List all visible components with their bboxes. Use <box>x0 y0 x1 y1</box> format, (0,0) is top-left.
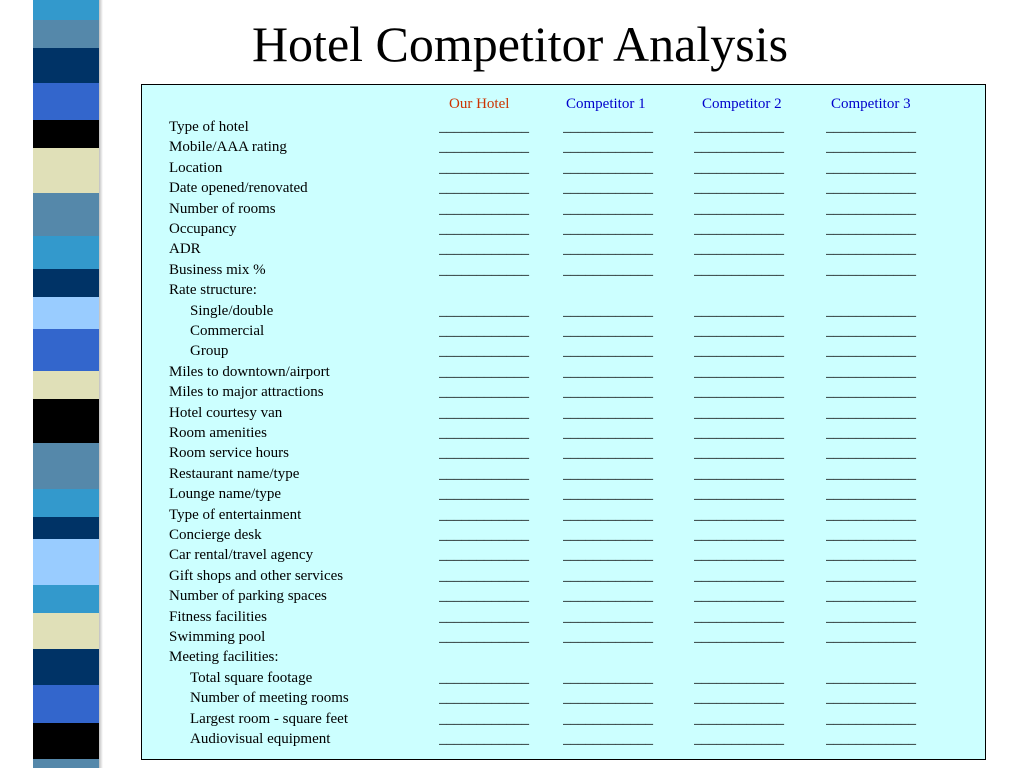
table-row <box>142 505 985 525</box>
row-label: Lounge name/type <box>169 486 282 503</box>
row-label: Swimming pool <box>169 629 266 645</box>
blank-field: ____________ <box>826 425 916 441</box>
blank-field: ____________ <box>563 690 653 707</box>
blank-field: ____________ <box>439 180 529 197</box>
blank-field: ____________ <box>439 323 529 339</box>
stripe-band <box>33 236 99 269</box>
blank-field: ____________ <box>826 445 916 462</box>
row-label: Audiovisual equipment <box>190 731 331 747</box>
stripe-band <box>33 723 99 759</box>
stripe-band <box>33 585 99 613</box>
blank-field: ____________ <box>439 669 529 686</box>
stripe-band <box>33 83 99 120</box>
blank-field: ____________ <box>826 506 916 523</box>
blank-field: ____________ <box>439 608 529 625</box>
table-row <box>142 280 985 300</box>
blank-field: ____________ <box>694 465 784 482</box>
stripe-band <box>33 269 99 297</box>
blank-field: ____________ <box>826 690 916 707</box>
table-row <box>142 137 985 157</box>
blank-field: ____________ <box>439 445 529 462</box>
row-label: Type of entertainment <box>169 506 302 523</box>
blank-field: ____________ <box>694 425 784 441</box>
blank-field: ____________ <box>563 119 653 135</box>
blank-field: ____________ <box>563 425 653 441</box>
blank-field: ____________ <box>826 710 916 727</box>
row-label: Date opened/renovated <box>169 180 308 197</box>
row-label: Number of rooms <box>169 200 276 217</box>
column-header: Our Hotel <box>449 96 510 112</box>
row-label: Type of hotel <box>169 119 249 135</box>
blank-field: ____________ <box>694 302 784 319</box>
row-label: Single/double <box>190 302 274 319</box>
blank-field: ____________ <box>826 159 916 176</box>
blank-field: ____________ <box>694 567 784 584</box>
table-row <box>142 178 985 198</box>
blank-field: ____________ <box>563 731 653 747</box>
stripe-band <box>33 759 99 768</box>
blank-field: ____________ <box>694 629 784 645</box>
blank-field: ____________ <box>439 710 529 727</box>
table-row <box>142 219 985 239</box>
row-label: Hotel courtesy van <box>169 404 283 421</box>
blank-field: ____________ <box>563 445 653 462</box>
blank-field: ____________ <box>563 200 653 217</box>
blank-field: ____________ <box>694 445 784 462</box>
blank-field: ____________ <box>826 221 916 237</box>
table-row <box>142 586 985 606</box>
stripe-band <box>33 443 99 489</box>
blank-field: ____________ <box>563 486 653 503</box>
blank-field: ____________ <box>826 363 916 380</box>
blank-field: ____________ <box>826 567 916 584</box>
blank-field: ____________ <box>439 119 529 135</box>
table-row <box>142 321 985 341</box>
blank-field: ____________ <box>694 323 784 339</box>
table-row <box>142 566 985 586</box>
stripe-band <box>33 613 99 649</box>
blank-field: ____________ <box>826 302 916 319</box>
row-label: ADR <box>169 241 201 258</box>
stripe-band <box>33 329 99 371</box>
stripe-band <box>33 148 99 193</box>
blank-field: ____________ <box>439 527 529 543</box>
blank-field: ____________ <box>439 343 529 360</box>
blank-field: ____________ <box>563 261 653 278</box>
stripe-band <box>33 371 99 399</box>
blank-field: ____________ <box>694 384 784 401</box>
table-row <box>142 158 985 178</box>
blank-field: ____________ <box>439 384 529 401</box>
table-row <box>142 709 985 729</box>
blank-field: ____________ <box>694 588 784 605</box>
blank-field: ____________ <box>563 241 653 258</box>
blank-field: ____________ <box>826 547 916 564</box>
blank-field: ____________ <box>439 221 529 237</box>
blank-field: ____________ <box>694 180 784 197</box>
table-row <box>142 423 985 443</box>
row-label: Room service hours <box>169 445 289 462</box>
table-row <box>142 443 985 463</box>
blank-field: ____________ <box>563 465 653 482</box>
blank-field: ____________ <box>563 547 653 564</box>
blank-field: ____________ <box>694 159 784 176</box>
blank-field: ____________ <box>563 710 653 727</box>
stripe-band <box>33 297 99 329</box>
blank-field: ____________ <box>694 527 784 543</box>
table-row <box>142 627 985 647</box>
table-row <box>142 301 985 321</box>
blank-field: ____________ <box>826 629 916 645</box>
row-label: Meeting facilities: <box>169 649 279 666</box>
stripe-band <box>33 649 99 685</box>
blank-field: ____________ <box>826 323 916 339</box>
blank-field: ____________ <box>826 241 916 258</box>
blank-field: ____________ <box>439 690 529 707</box>
stripe-band <box>33 489 99 517</box>
blank-field: ____________ <box>826 669 916 686</box>
row-label: Fitness facilities <box>169 608 267 625</box>
blank-field: ____________ <box>563 404 653 421</box>
blank-field: ____________ <box>439 302 529 319</box>
row-label: Gift shops and other services <box>169 567 344 584</box>
blank-field: ____________ <box>694 669 784 686</box>
table-row <box>142 484 985 504</box>
blank-field: ____________ <box>563 669 653 686</box>
blank-field: ____________ <box>439 404 529 421</box>
blank-field: ____________ <box>563 221 653 237</box>
blank-field: ____________ <box>694 486 784 503</box>
table-row <box>142 688 985 708</box>
blank-field: ____________ <box>826 731 916 747</box>
blank-field: ____________ <box>563 180 653 197</box>
table-row <box>142 341 985 361</box>
blank-field: ____________ <box>563 139 653 156</box>
blank-field: ____________ <box>826 588 916 605</box>
blank-field: ____________ <box>439 629 529 645</box>
table-row <box>142 239 985 259</box>
table-row <box>142 260 985 280</box>
table-row <box>142 117 985 137</box>
table-row <box>142 668 985 688</box>
blank-field: ____________ <box>439 547 529 564</box>
blank-field: ____________ <box>439 588 529 605</box>
table-row <box>142 729 985 749</box>
row-label: Commercial <box>190 323 265 339</box>
stripe-band <box>33 517 99 539</box>
blank-field: ____________ <box>563 608 653 625</box>
blank-field: ____________ <box>563 302 653 319</box>
table-row <box>142 199 985 219</box>
table-row <box>142 525 985 545</box>
row-label: Mobile/AAA rating <box>169 139 287 156</box>
blank-field: ____________ <box>439 486 529 503</box>
row-label: Miles to major attractions <box>169 384 324 401</box>
blank-field: ____________ <box>826 139 916 156</box>
blank-field: ____________ <box>826 261 916 278</box>
column-header: Competitor 3 <box>831 96 911 112</box>
blank-field: ____________ <box>694 404 784 421</box>
blank-field: ____________ <box>826 404 916 421</box>
row-label: Group <box>190 343 229 360</box>
analysis-table-panel <box>141 84 986 760</box>
blank-field: ____________ <box>563 323 653 339</box>
row-label: Miles to downtown/airport <box>169 363 330 380</box>
blank-field: ____________ <box>563 159 653 176</box>
row-label: Total square footage <box>190 669 313 686</box>
column-header: Competitor 2 <box>702 96 782 112</box>
blank-field: ____________ <box>439 200 529 217</box>
row-label: Room amenities <box>169 425 267 441</box>
blank-field: ____________ <box>694 200 784 217</box>
blank-field: ____________ <box>563 506 653 523</box>
blank-field: ____________ <box>694 363 784 380</box>
blank-field: ____________ <box>694 690 784 707</box>
stripe-shadow <box>99 0 103 768</box>
blank-field: ____________ <box>563 363 653 380</box>
slide-title: Hotel Competitor Analysis <box>251 16 789 72</box>
blank-field: ____________ <box>439 465 529 482</box>
blank-field: ____________ <box>694 139 784 156</box>
row-label: Rate structure: <box>169 282 257 299</box>
blank-field: ____________ <box>563 384 653 401</box>
blank-field: ____________ <box>439 731 529 747</box>
row-label: Number of meeting rooms <box>190 690 349 707</box>
blank-field: ____________ <box>563 629 653 645</box>
blank-field: ____________ <box>563 343 653 360</box>
blank-field: ____________ <box>563 527 653 543</box>
table-row <box>142 403 985 423</box>
blank-field: ____________ <box>826 527 916 543</box>
row-label: Largest room - square feet <box>190 710 348 727</box>
blank-field: ____________ <box>694 261 784 278</box>
blank-field: ____________ <box>694 608 784 625</box>
blank-field: ____________ <box>439 241 529 258</box>
stripe-band <box>33 193 99 236</box>
stripe-band <box>33 399 99 443</box>
stripe-band <box>33 685 99 723</box>
blank-field: ____________ <box>826 180 916 197</box>
table-row <box>142 382 985 402</box>
blank-field: ____________ <box>694 241 784 258</box>
column-header: Competitor 1 <box>566 96 646 112</box>
row-label: Location <box>169 159 223 176</box>
blank-field: ____________ <box>694 119 784 135</box>
stripe-band <box>33 120 99 148</box>
blank-field: ____________ <box>439 261 529 278</box>
blank-field: ____________ <box>439 425 529 441</box>
blank-field: ____________ <box>439 506 529 523</box>
blank-field: ____________ <box>826 384 916 401</box>
row-label: Occupancy <box>169 221 237 237</box>
blank-field: ____________ <box>439 567 529 584</box>
blank-field: ____________ <box>694 547 784 564</box>
decorative-stripe <box>33 0 99 768</box>
table-row <box>142 545 985 565</box>
blank-field: ____________ <box>694 221 784 237</box>
blank-field: ____________ <box>563 567 653 584</box>
row-label: Business mix % <box>169 261 266 278</box>
blank-field: ____________ <box>826 608 916 625</box>
blank-field: ____________ <box>826 200 916 217</box>
row-label: Concierge desk <box>169 527 262 543</box>
table-row <box>142 647 985 667</box>
blank-field: ____________ <box>826 343 916 360</box>
row-label: Restaurant name/type <box>169 465 300 482</box>
blank-field: ____________ <box>694 506 784 523</box>
stripe-band <box>33 539 99 585</box>
blank-field: ____________ <box>694 710 784 727</box>
blank-field: ____________ <box>694 731 784 747</box>
table-row <box>142 607 985 627</box>
blank-field: ____________ <box>439 363 529 380</box>
blank-field: ____________ <box>694 343 784 360</box>
blank-field: ____________ <box>439 139 529 156</box>
blank-field: ____________ <box>826 119 916 135</box>
row-label: Car rental/travel agency <box>169 547 314 564</box>
blank-field: ____________ <box>826 486 916 503</box>
blank-field: ____________ <box>826 465 916 482</box>
blank-field: ____________ <box>439 159 529 176</box>
table-row <box>142 362 985 382</box>
blank-field: ____________ <box>563 588 653 605</box>
table-row <box>142 464 985 484</box>
row-label: Number of parking spaces <box>169 588 327 605</box>
